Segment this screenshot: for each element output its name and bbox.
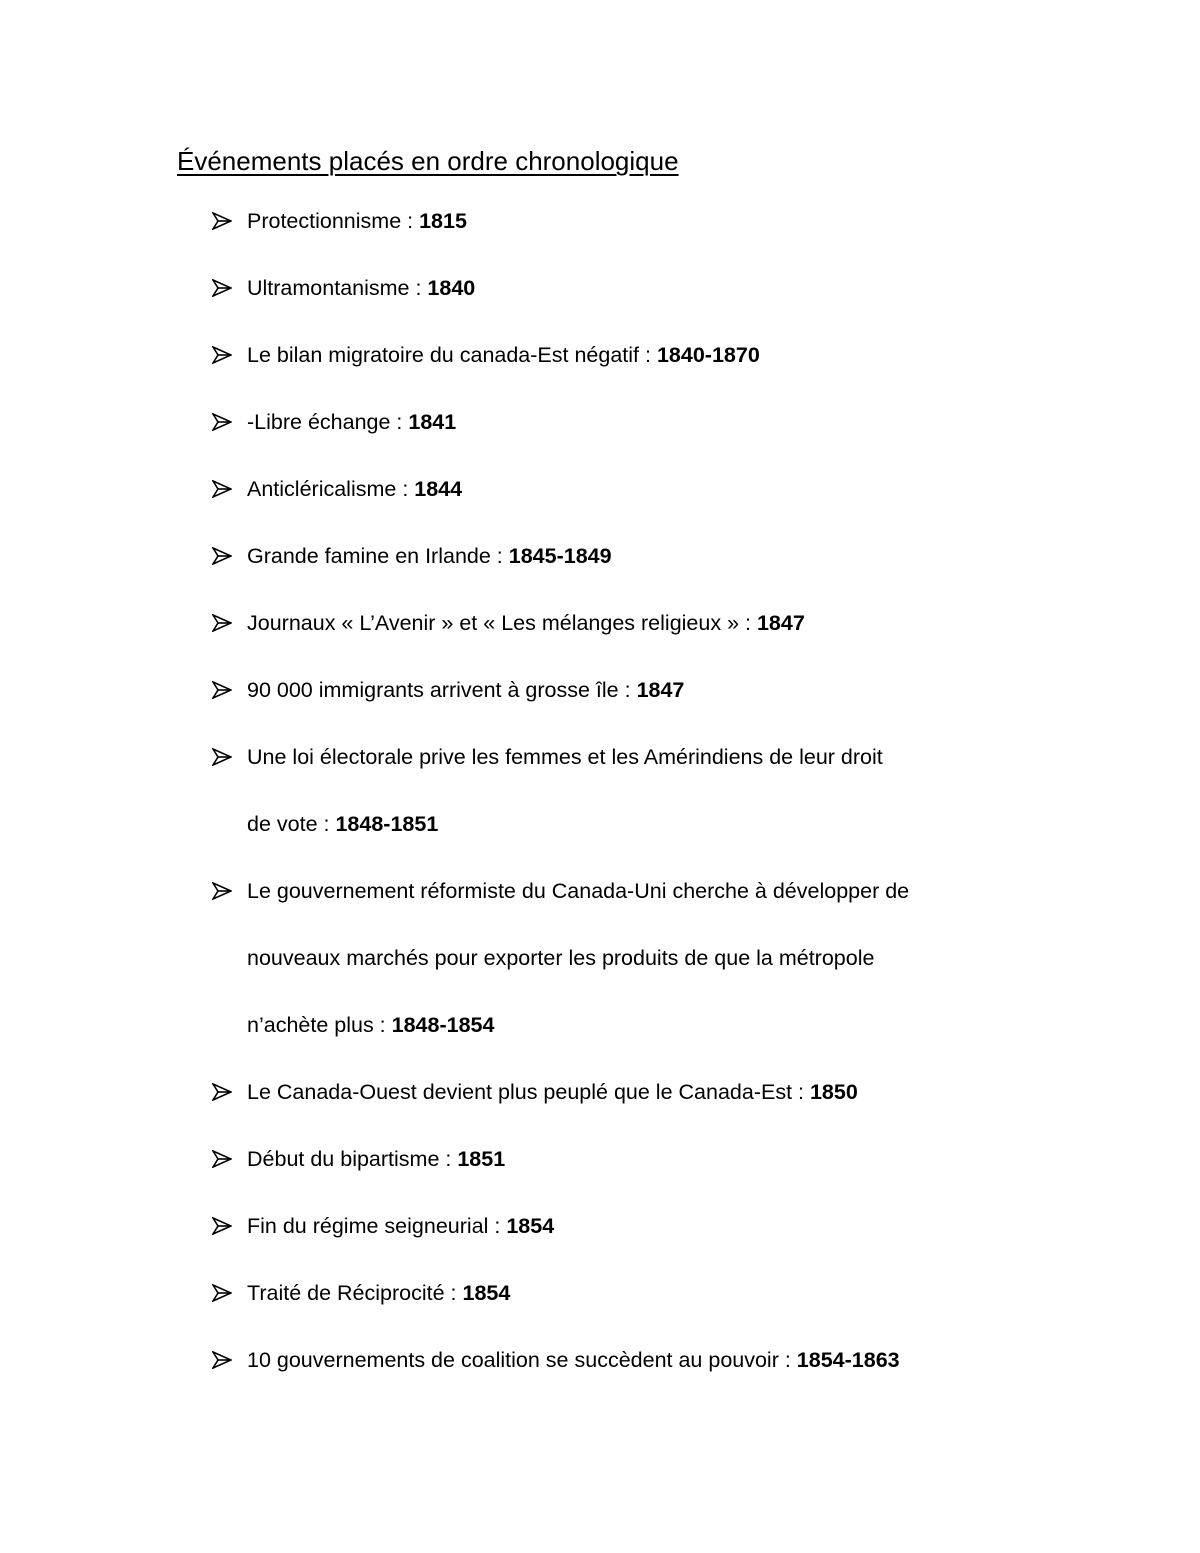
arrowhead-bullet-icon [212, 681, 232, 699]
event-date: 1848-1851 [335, 812, 439, 836]
event-text: n’achète plus : [247, 1013, 392, 1037]
arrowhead-bullet-icon [212, 547, 232, 565]
list-item [212, 724, 1042, 858]
arrowhead-bullet-icon [212, 748, 232, 766]
event-text: Journaux « L’Avenir » et « Les mélanges religieux » : [247, 611, 757, 635]
list-item [212, 255, 1042, 322]
event-text: de vote : [247, 812, 336, 836]
event-date: 1854-1863 [796, 1348, 900, 1372]
event-date: 1840-1870 [656, 343, 760, 367]
event-text-line [247, 992, 1042, 1059]
list-item [212, 1126, 1042, 1193]
arrowhead-bullet-icon [212, 1351, 232, 1369]
events-list [212, 188, 1042, 1394]
list-item [212, 188, 1042, 255]
event-text: Protectionnisme : [247, 209, 420, 233]
list-item [212, 389, 1042, 456]
list-item [212, 657, 1042, 724]
event-text-line [247, 255, 1042, 322]
event-date: 1847 [756, 611, 805, 635]
event-text: Le gouvernement réformiste du Canada-Uni cherche à développer de [247, 879, 910, 903]
event-text: 90 000 immigrants arrivent à grosse île : [247, 678, 637, 702]
event-date: 1840 [427, 276, 476, 300]
event-text-line [247, 724, 1042, 791]
event-date: 1847 [636, 678, 685, 702]
event-text-line [247, 858, 1042, 925]
event-date: 1850 [809, 1080, 858, 1104]
event-text-line [247, 1260, 1042, 1327]
event-text-line [247, 791, 1042, 858]
arrowhead-bullet-icon [212, 413, 232, 431]
event-text: Traité de Réciprocité : [247, 1281, 463, 1305]
event-text-line [247, 657, 1042, 724]
arrowhead-bullet-icon [212, 614, 232, 632]
arrowhead-bullet-icon [212, 346, 232, 364]
event-text-line [247, 590, 1042, 657]
list-item [212, 523, 1042, 590]
event-text: nouveaux marchés pour exporter les produits de que la métropole [247, 946, 875, 970]
event-text-line [247, 1059, 1042, 1126]
event-text-line [247, 322, 1042, 389]
page-title: Événements placés en ordre chronologique [177, 146, 679, 176]
arrowhead-bullet-icon [212, 882, 232, 900]
event-text: Le Canada-Ouest devient plus peuplé que le Canada-Est : [247, 1080, 810, 1104]
list-item [212, 1059, 1042, 1126]
event-text: Grande famine en Irlande : [247, 544, 509, 568]
event-date: 1815 [419, 209, 467, 233]
arrowhead-bullet-icon [212, 1150, 232, 1168]
list-item [212, 590, 1042, 657]
list-item [212, 1327, 1042, 1394]
event-text: Fin du régime seigneurial : [247, 1214, 507, 1238]
list-item [212, 456, 1042, 523]
event-date: 1854 [462, 1281, 511, 1305]
event-date: 1845-1849 [508, 544, 612, 568]
event-text-line [247, 1327, 1042, 1394]
arrowhead-bullet-icon [212, 279, 232, 297]
event-text: Ultramontanisme : [247, 276, 428, 300]
event-text: Le bilan migratoire du canada-Est négatif : [247, 343, 657, 367]
arrowhead-bullet-icon [212, 1284, 232, 1302]
event-text: Anticléricalisme : [247, 477, 415, 501]
list-item [212, 1260, 1042, 1327]
list-item [212, 858, 1042, 1059]
event-text: Une loi électorale prive les femmes et les Amérindiens de leur droit [247, 745, 883, 769]
event-text-line [247, 188, 1042, 255]
list-item [212, 322, 1042, 389]
event-text: 10 gouvernements de coalition se succèdent au pouvoir : [247, 1348, 797, 1372]
event-text-line [247, 925, 1042, 992]
event-date: 1848-1854 [391, 1013, 495, 1037]
event-date: 1851 [457, 1147, 506, 1171]
event-text: Début du bipartisme : [247, 1147, 458, 1171]
event-date: 1844 [414, 477, 463, 501]
arrowhead-bullet-icon [212, 480, 232, 498]
event-text-line [247, 523, 1042, 590]
event-date: 1841 [408, 410, 457, 434]
arrowhead-bullet-icon [212, 212, 232, 230]
event-text-line [247, 389, 1042, 456]
event-text: -Libre échange : [247, 410, 409, 434]
arrowhead-bullet-icon [212, 1217, 232, 1235]
event-text-line [247, 1126, 1042, 1193]
list-item [212, 1193, 1042, 1260]
event-text-line [247, 1193, 1042, 1260]
arrowhead-bullet-icon [212, 1083, 232, 1101]
event-date: 1854 [506, 1214, 555, 1238]
event-text-line [247, 456, 1042, 523]
